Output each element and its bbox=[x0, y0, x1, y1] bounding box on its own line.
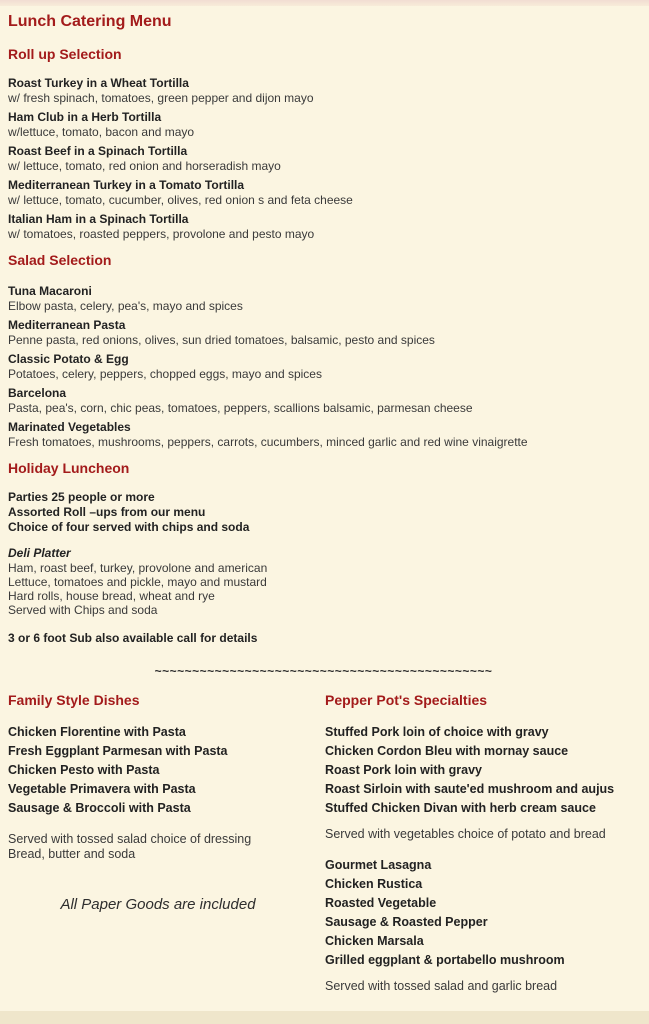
menu-item bbox=[8, 352, 639, 382]
dish-line: Grilled eggplant & portabello mushroom bbox=[325, 953, 565, 967]
family-style-dish-list bbox=[8, 723, 325, 818]
menu-item-desc: w/ lettuce, tomato, cucumber, olives, red onion s and feta cheese bbox=[8, 193, 353, 207]
specialties-served-note: Served with vegetables choice of potato and bread bbox=[325, 827, 606, 841]
specialties-column bbox=[325, 692, 639, 994]
dish-line: Chicken Pesto with Pasta bbox=[8, 763, 160, 777]
menu-item-name: Tuna Macaroni bbox=[8, 284, 92, 298]
dish-line: Chicken Florentine with Pasta bbox=[8, 725, 186, 739]
menu-item-name: Barcelona bbox=[8, 386, 67, 400]
holiday-footer: 3 or 6 foot Sub also available call for details bbox=[8, 631, 258, 645]
menu-item-desc: w/ tomatoes, roasted peppers, provolone and pesto mayo bbox=[8, 227, 315, 241]
salad-item-list bbox=[8, 284, 639, 450]
dish-line: Vegetable Primavera with Pasta bbox=[8, 782, 196, 796]
menu-item bbox=[8, 420, 639, 450]
deli-platter-line: Served with Chips and soda bbox=[8, 603, 158, 617]
specialties-more-dish-list bbox=[325, 856, 639, 970]
menu-item-name: Classic Potato & Egg bbox=[8, 352, 129, 366]
dish-line: Chicken Marsala bbox=[325, 934, 424, 948]
dish-line: Stuffed Chicken Divan with herb cream sauce bbox=[325, 801, 596, 815]
menu-item-name: Italian Ham in a Spinach Tortilla bbox=[8, 212, 189, 226]
family-style-column bbox=[8, 692, 325, 994]
menu-item bbox=[8, 76, 639, 106]
menu-item-desc: Pasta, pea's, corn, chic peas, tomatoes, peppers, scallions balsamic, parmesan cheese bbox=[8, 401, 473, 415]
specialties-served-note-2: Served with tossed salad and garlic bread bbox=[325, 979, 558, 993]
dish-line: Roasted Vegetable bbox=[325, 896, 437, 910]
menu-item-name: Mediterranean Pasta bbox=[8, 318, 126, 332]
section-heading-rollup: Roll up Selection bbox=[8, 46, 122, 62]
holiday-intro bbox=[8, 490, 639, 535]
section-heading-family-style: Family Style Dishes bbox=[8, 692, 140, 708]
menu-item-name: Roast Turkey in a Wheat Tortilla bbox=[8, 76, 189, 90]
menu-item-name: Roast Beef in a Spinach Tortilla bbox=[8, 144, 188, 158]
menu-item-desc: Potatoes, celery, peppers, chopped eggs, mayo and spices bbox=[8, 367, 322, 381]
menu-item bbox=[8, 212, 639, 242]
specialties-dish-list bbox=[325, 723, 639, 818]
menu-item bbox=[8, 284, 639, 314]
menu-item-desc: w/ lettuce, tomato, red onion and horseradish mayo bbox=[8, 159, 281, 173]
rollup-item-list bbox=[8, 76, 639, 242]
deli-platter-line: Lettuce, tomatoes and pickle, mayo and mustard bbox=[8, 575, 267, 589]
menu-item bbox=[8, 178, 639, 208]
holiday-intro-line: Assorted Roll –ups from our menu bbox=[8, 505, 206, 519]
bottom-columns bbox=[8, 692, 639, 994]
menu-item-name: Marinated Vegetables bbox=[8, 420, 131, 434]
menu-item bbox=[8, 144, 639, 174]
dish-line: Sausage & Roasted Pepper bbox=[325, 915, 488, 929]
menu-item-name: Mediterranean Turkey in a Tomato Tortilla bbox=[8, 178, 245, 192]
paper-goods-note: All Paper Goods are included bbox=[60, 896, 256, 913]
dish-line: Chicken Cordon Bleu with mornay sauce bbox=[325, 744, 569, 758]
holiday-intro-line: Choice of four served with chips and soda bbox=[8, 520, 250, 534]
dish-line: Sausage & Broccoli with Pasta bbox=[8, 801, 191, 815]
dish-line: Fresh Eggplant Parmesan with Pasta bbox=[8, 744, 228, 758]
dish-line: Stuffed Pork loin of choice with gravy bbox=[325, 725, 549, 739]
menu-item-desc: Penne pasta, red onions, olives, sun dried tomatoes, balsamic, pesto and spices bbox=[8, 333, 435, 347]
deli-platter bbox=[8, 546, 639, 617]
dish-line: Roast Sirloin with saute'ed mushroom and aujus bbox=[325, 782, 615, 796]
section-heading-holiday: Holiday Luncheon bbox=[8, 460, 130, 476]
tilde-divider: ~~~~~~~~~~~~~~~~~~~~~~~~~~~~~~~~~~~~~~~~~~~~~ bbox=[154, 664, 493, 678]
deli-platter-title: Deli Platter bbox=[8, 546, 71, 560]
menu-item-desc: w/lettuce, tomato, bacon and mayo bbox=[8, 125, 195, 139]
menu-item-name: Ham Club in a Herb Tortilla bbox=[8, 110, 162, 124]
menu-title: Lunch Catering Menu bbox=[8, 13, 172, 30]
deli-platter-line: Hard rolls, house bread, wheat and rye bbox=[8, 589, 215, 603]
family-style-served-note bbox=[8, 832, 325, 862]
menu-item bbox=[8, 110, 639, 140]
dish-line: Gourmet Lasagna bbox=[325, 858, 432, 872]
served-note-line: Bread, butter and soda bbox=[8, 847, 136, 861]
page-bottom-edge bbox=[0, 1011, 649, 1024]
dish-line: Roast Pork loin with gravy bbox=[325, 763, 482, 777]
section-heading-specialties: Pepper Pot's Specialties bbox=[325, 692, 488, 708]
menu-item-desc: w/ fresh spinach, tomatoes, green pepper and dijon mayo bbox=[8, 91, 314, 105]
menu-item-desc: Elbow pasta, celery, pea's, mayo and spices bbox=[8, 299, 243, 313]
menu-item-desc: Fresh tomatoes, mushrooms, peppers, carrots, cucumbers, minced garlic and red wine vinaigrette bbox=[8, 435, 528, 449]
dish-line: Chicken Rustica bbox=[325, 877, 423, 891]
holiday-intro-line: Parties 25 people or more bbox=[8, 490, 155, 504]
served-note-line: Served with tossed salad choice of dressing bbox=[8, 832, 252, 846]
section-heading-salad: Salad Selection bbox=[8, 252, 112, 268]
menu-item bbox=[8, 386, 639, 416]
menu-item bbox=[8, 318, 639, 348]
deli-platter-line: Ham, roast beef, turkey, provolone and american bbox=[8, 561, 268, 575]
